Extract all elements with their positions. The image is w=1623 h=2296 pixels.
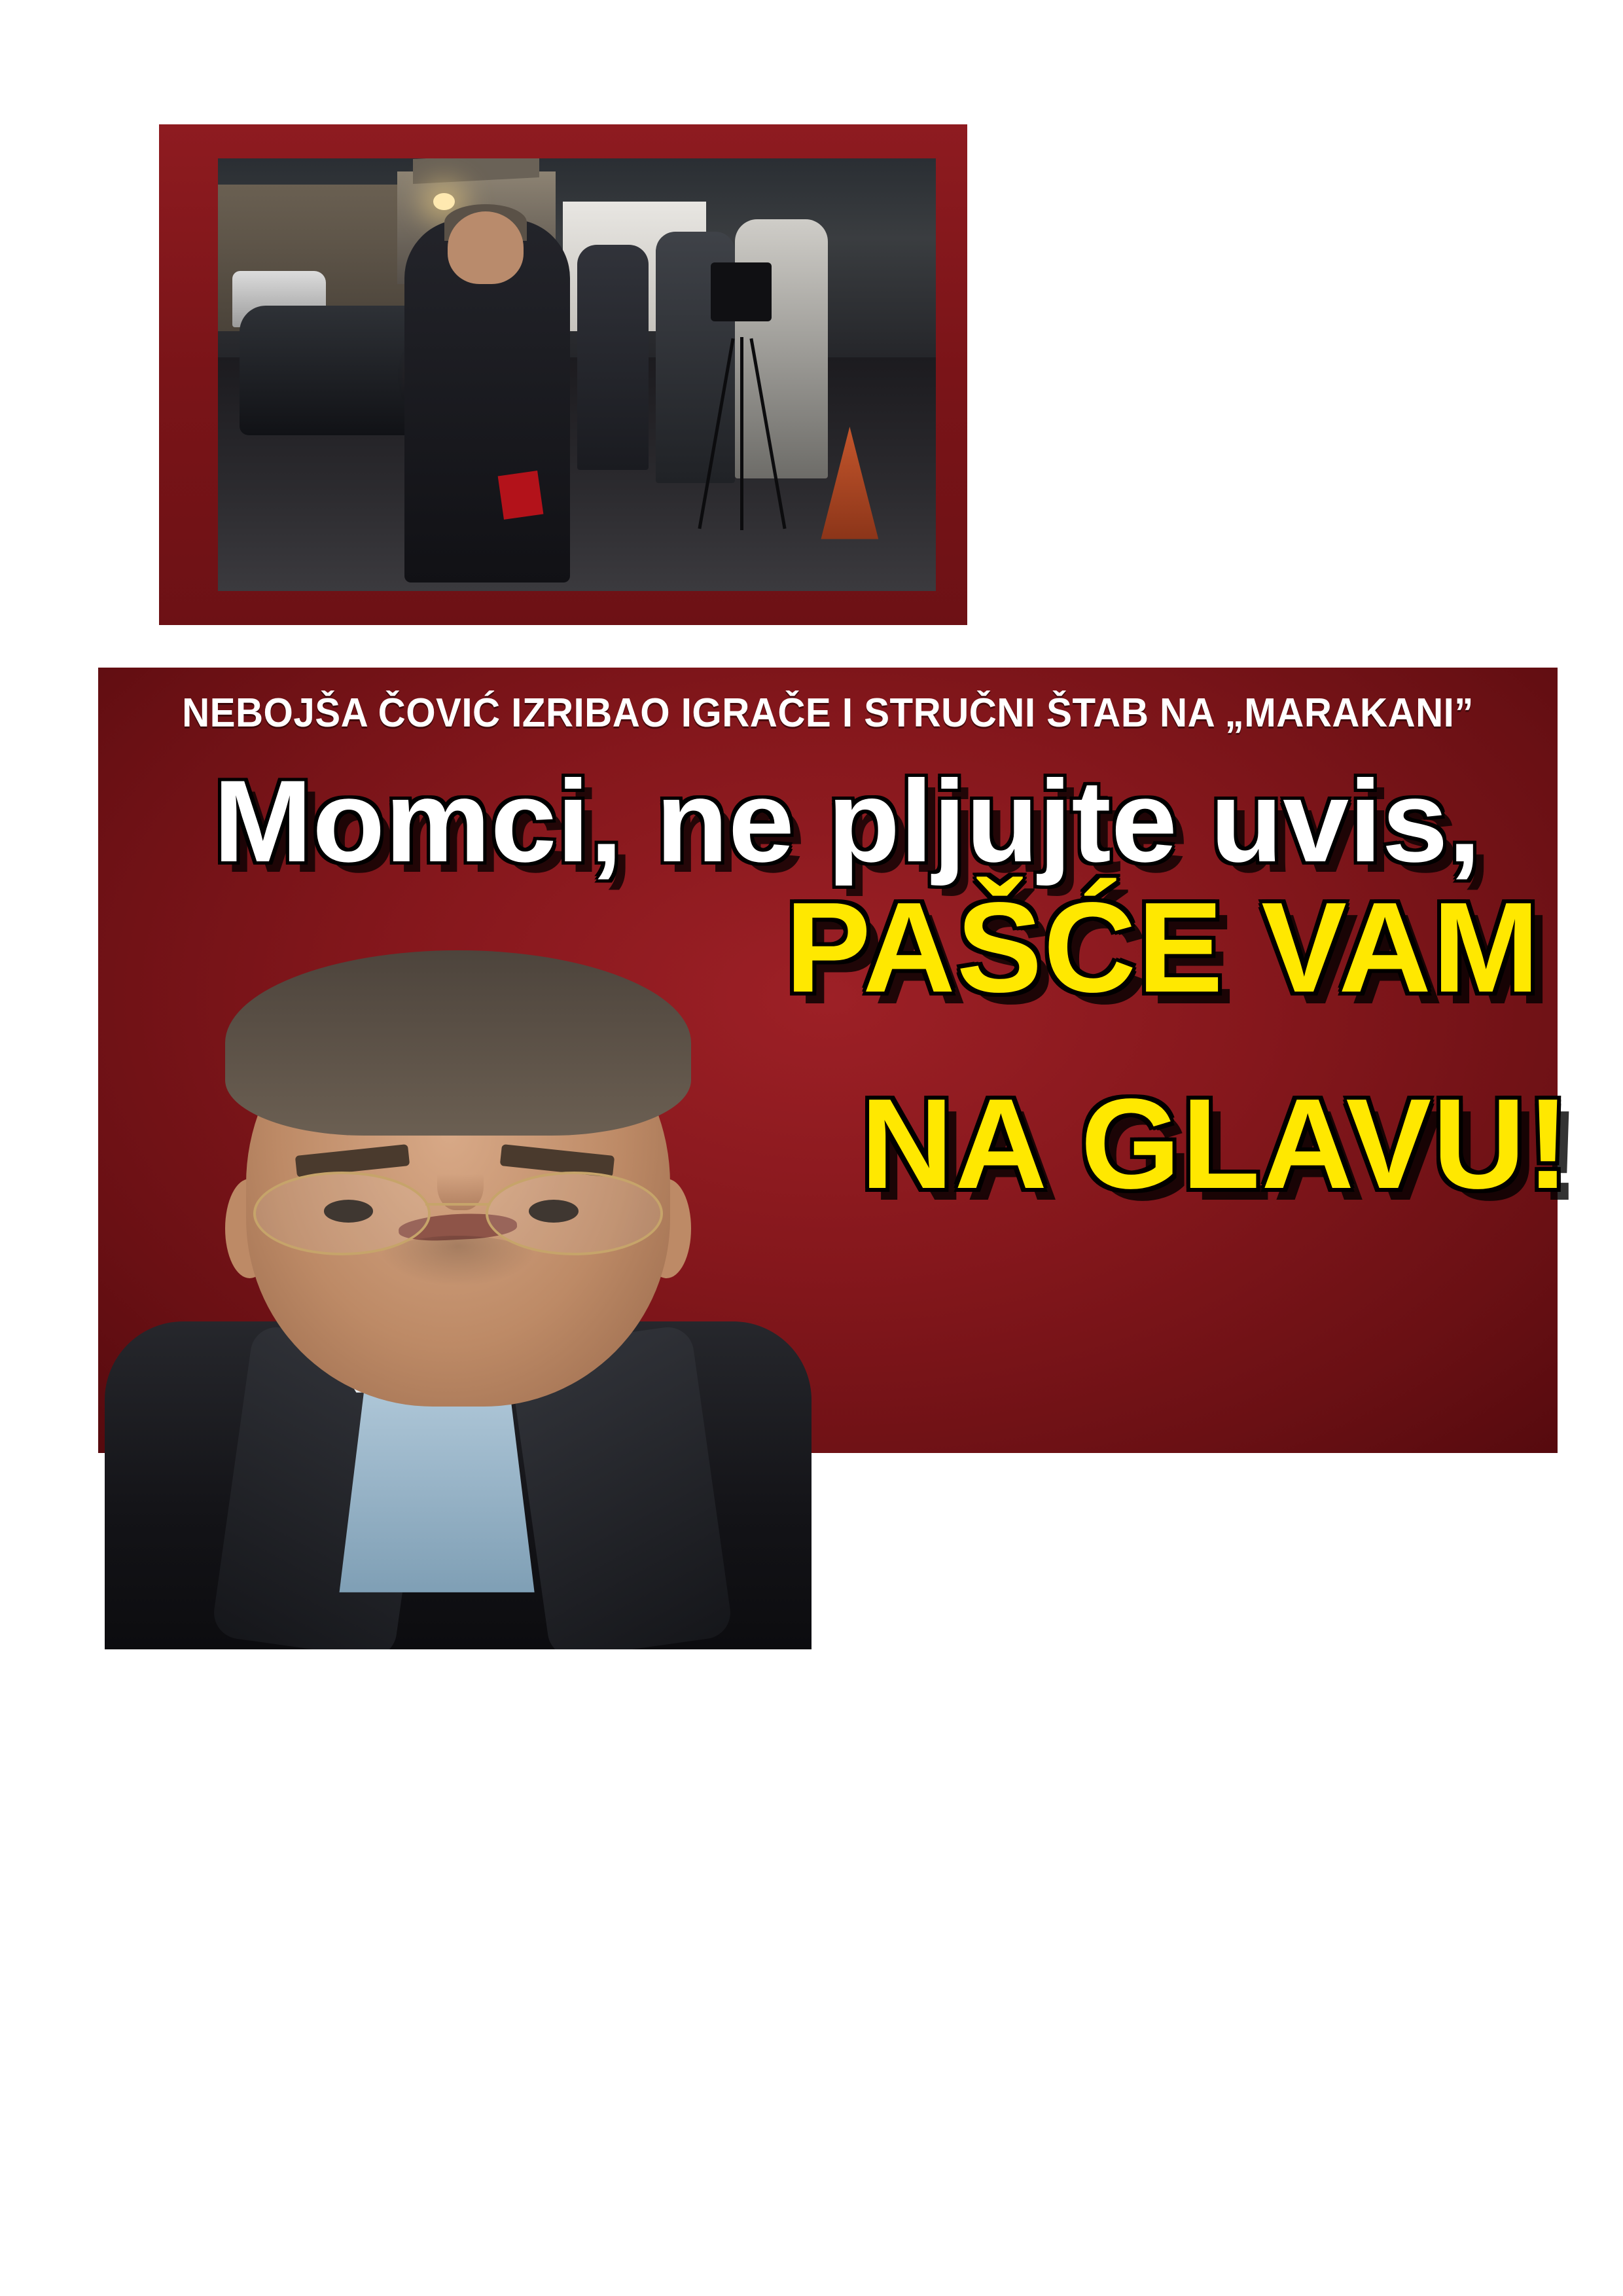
portrait-hair [225,950,692,1136]
portrait-glasses [253,1172,663,1250]
portrait-cutout [105,936,812,1649]
photo-streetlight [433,193,455,210]
portrait-glasses-lens-right [486,1172,663,1255]
portrait-glasses-bridge [425,1203,491,1206]
tripod-leg [749,338,786,529]
headline-line-2: PAŠĆE VAM [785,876,1541,1019]
top-photo-frame [159,124,967,625]
photo-tv-camera [711,262,771,321]
photo-person-main [404,219,569,583]
photo-person-head [448,211,524,284]
photo-red-folder [497,471,543,519]
portrait-glasses-lens-left [253,1172,431,1255]
kicker-text: NEBOJŠA ČOVIĆ IZRIBAO IGRAČE I STRUČNI ŠTAB NA „MARAKANI” [182,691,1474,736]
tripod-leg [740,337,743,530]
photo-person-reporter-1 [577,245,649,470]
headline-line-1: Momci, ne pljujte uvis, [213,756,1481,886]
tripod-leg [698,338,734,529]
headline-line-3: NA GLAVU! [861,1072,1571,1215]
top-photo-image [218,158,936,591]
photo-camera-tripod [699,262,785,531]
